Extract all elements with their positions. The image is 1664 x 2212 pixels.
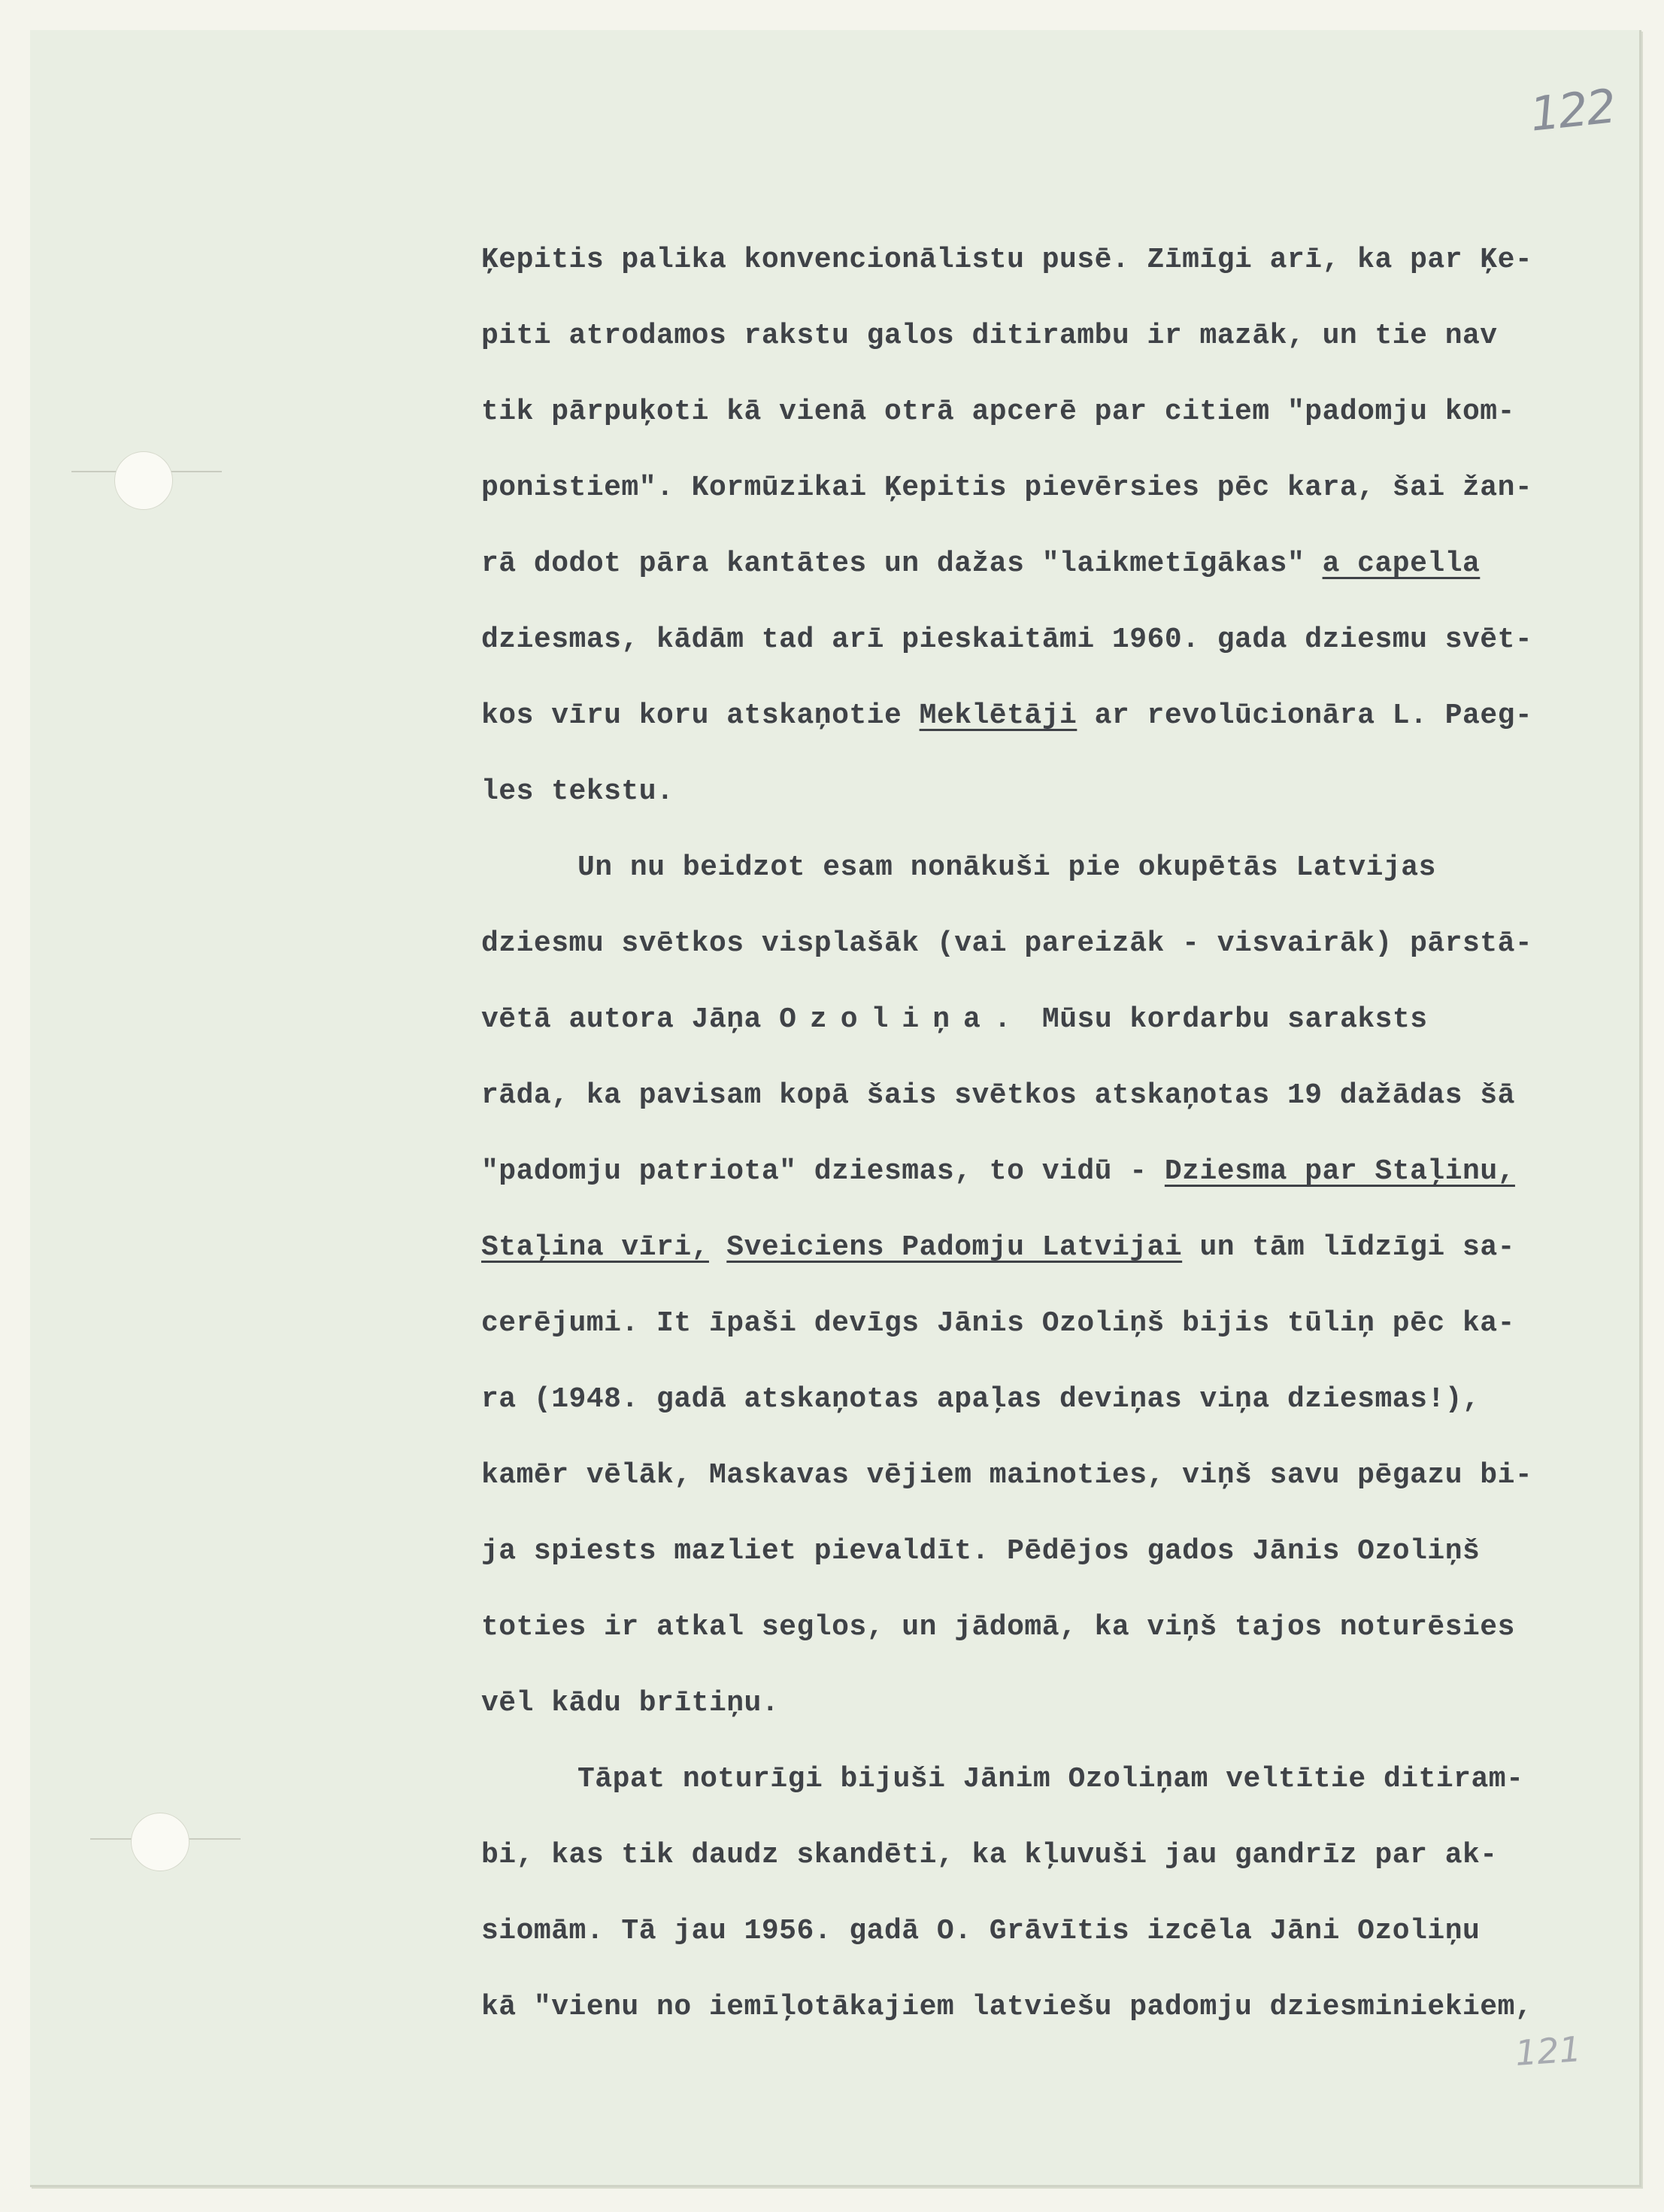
text-line: bi, kas tik daudz skandēti, ka kļuvuši jau gandrīz par ak- [481,1839,1498,1871]
paragraph-start: Un nu beidzot esam nonākuši pie okupētās Latvijas [577,851,1436,884]
page-number-handwritten: 122 [1527,78,1617,142]
text-line: piti atrodamos rakstu galos ditirambu ir mazāk, un tie nav [481,320,1498,352]
underlined-term: a capella [1322,548,1481,580]
spaced-name: Ozoliņa. [779,1003,1025,1036]
underlined-title: Meklētāji [919,699,1078,732]
text-line: vēl kādu brītiņu. [481,1687,780,1719]
text-line: rā dodot pāra kantātes un dažas "laikmetīgākas" a capella [481,548,1481,580]
text-line: toties ir atkal seglos, un jādomā, ka viņš tajos noturēsies [481,1611,1515,1643]
text-line: tik pārpuķoti kā vienā otrā apcerē par citiem "padomju kom- [481,396,1515,428]
text-line: ra (1948. gadā atskaņotas apaļas deviņas viņa dziesmas!), [481,1383,1481,1415]
text-line: ja spiests mazliet pievaldīt. Pēdējos gados Jānis Ozoliņš [481,1535,1481,1567]
text-line: cerējumi. It īpaši devīgs Jānis Ozoliņš bijis tūliņ pēc ka- [481,1307,1515,1340]
punch-hole [131,1813,189,1871]
text-line: kamēr vēlāk, Maskavas vējiem mainoties, viņš savu pēgazu bi- [481,1459,1533,1491]
paragraph-start: Tāpat noturīgi bijuši Jānim Ozoliņam veltītie ditiram- [577,1763,1524,1795]
text-line: les tekstu. [481,775,674,808]
underlined-title: Staļina vīri, [481,1231,709,1264]
punch-hole [114,451,173,510]
text-line: Staļina vīri, Sveiciens Padomju Latvijai un tām līdzīgi sa- [481,1231,1515,1264]
document-page [30,30,1641,2187]
text-line: "padomju patriota" dziesmas, to vidū - Dziesma par Staļinu, [481,1155,1515,1188]
text-line: rāda, ka pavisam kopā šais svētkos atskaņotas 19 dažādas šā [481,1079,1515,1112]
text-line: dziesmu svētkos visplašāk (vai pareizāk - visvairāk) pārstā- [481,927,1533,960]
text-line: vētā autora Jāņa Ozoliņa. Mūsu kordarbu saraksts [481,1003,1428,1036]
text-line: dziesmas, kādām tad arī pieskaitāmi 1960. gada dziesmu svēt- [481,624,1533,656]
typewritten-text [481,222,1654,2045]
text-line: kā "vienu no iemīļotākajiem latviešu padomju dziesminiekiem, [481,1991,1533,2023]
underlined-title: Dziesma par Staļinu, [1164,1155,1515,1188]
text-line: Ķepitis palika konvencionālistu pusē. Zīmīgi arī, ka par Ķe- [481,244,1533,276]
text-line: siomām. Tā jau 1956. gadā O. Grāvītis izcēla Jāni Ozoliņu [481,1915,1481,1947]
folio-number-handwritten: 121 [1514,2028,1583,2074]
text-line: kos vīru koru atskaņotie Meklētāji ar revolūcionāra L. Paeg- [481,699,1533,732]
text-line: ponistiem". Kormūzikai Ķepitis pievērsies pēc kara, šai žan- [481,472,1533,504]
underlined-title: Sveiciens Padomju Latvijai [726,1231,1183,1264]
